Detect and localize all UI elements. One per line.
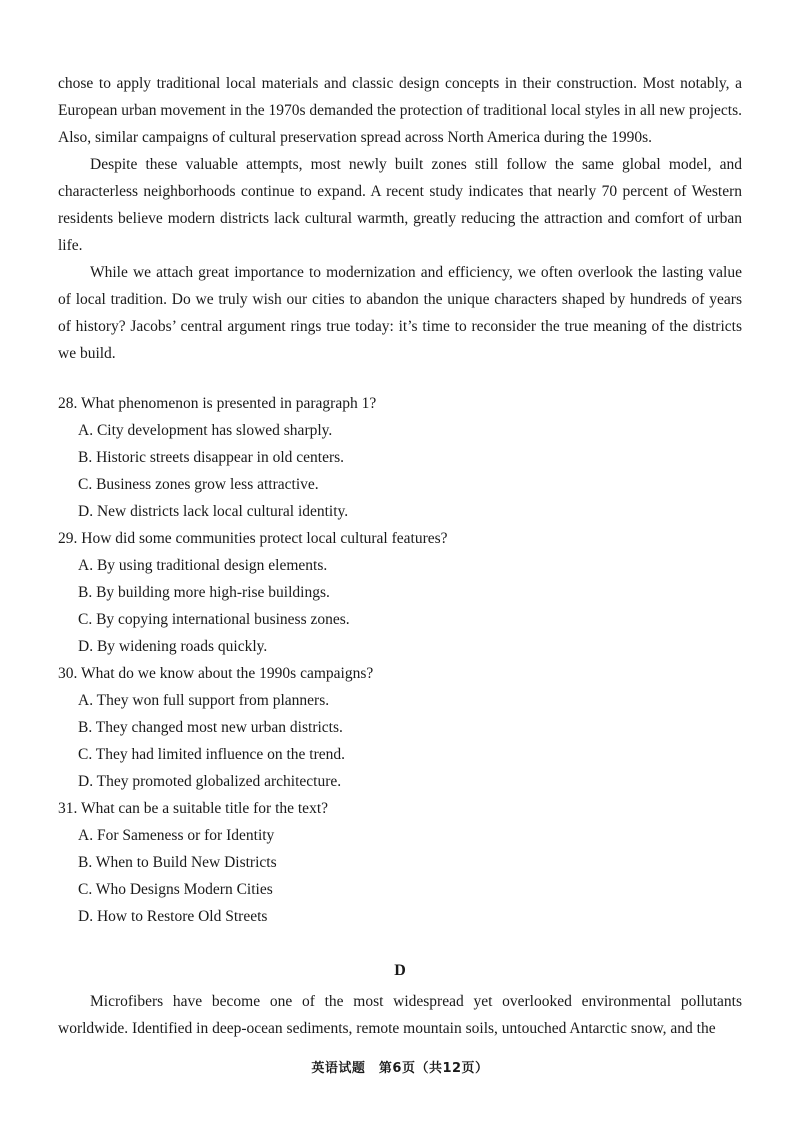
option-d: D. They promoted globalized architecture. (78, 773, 342, 790)
passage-paragraph-2: Despite these valuable attempts, most newly built zones still follow the same global model, and characterless neighborhoods continue to expand. A recent study indicates that nearly 70 percent of Western residents believe modern districts lack cultural warmth, greatly reducing the attraction and comfort of urban life. (58, 156, 742, 254)
question-stem: 31. What can be a suitable title for the text? (58, 800, 329, 817)
answer-options (58, 417, 742, 525)
reading-passage (58, 70, 742, 367)
section-d-paragraph: Microfibers have become one of the most widespread yet overlooked environmental pollutants worldwide. Identified in deep-ocean sediments, remote mountain soils, untouched Antarctic snow, and the (58, 993, 742, 1037)
option-d: D. New districts lack local cultural identity. (78, 503, 349, 520)
section-d-heading: D (394, 962, 406, 979)
option-b: B. Historic streets disappear in old centers. (78, 449, 345, 466)
option-a: A. For Sameness or for Identity (78, 827, 275, 844)
option-a: A. City development has slowed sharply. (78, 422, 333, 439)
passage-paragraph-3: While we attach great importance to modernization and efficiency, we often overlook the lasting value of local tradition. Do we truly wish our cities to abandon the unique characters shaped by hundreds of years of history? Jacobs’ central argument rings true today: it’s time to reconsider the true meaning of the districts we build. (58, 264, 742, 362)
option-c: C. Business zones grow less attractive. (78, 476, 319, 493)
question-30 (58, 660, 742, 795)
passage-paragraph-1: chose to apply traditional local materials and classic design concepts in their construction. Most notably, a European urban movement in the 1970s demanded the protection of traditional local styles in all new projects. Also, similar campaigns of cultural preservation spread across North America during the 1990s. (58, 75, 742, 146)
answer-options (58, 687, 742, 795)
page-footer: 英语试题 第6页（共12页） (311, 1061, 489, 1076)
option-c: C. By copying international business zones. (78, 611, 350, 628)
option-d: D. By widening roads quickly. (78, 638, 268, 655)
question-stem: 30. What do we know about the 1990s campaigns? (58, 665, 374, 682)
option-c: C. They had limited influence on the trend. (78, 746, 346, 763)
question-31 (58, 795, 742, 930)
answer-options (58, 822, 742, 930)
question-stem: 29. How did some communities protect local cultural features? (58, 530, 448, 547)
option-d: D. How to Restore Old Streets (78, 908, 268, 925)
question-list (58, 390, 742, 930)
option-c: C. Who Designs Modern Cities (78, 881, 273, 898)
option-b: B. They changed most new urban districts. (78, 719, 343, 736)
option-a: A. They won full support from planners. (78, 692, 330, 709)
option-a: A. By using traditional design elements. (78, 557, 328, 574)
question-28 (58, 390, 742, 525)
answer-options (58, 552, 742, 660)
exam-page (58, 70, 742, 1042)
option-b: B. When to Build New Districts (78, 854, 277, 871)
option-b: B. By building more high-rise buildings. (78, 584, 330, 601)
question-29 (58, 525, 742, 660)
question-stem: 28. What phenomenon is presented in paragraph 1? (58, 395, 377, 412)
